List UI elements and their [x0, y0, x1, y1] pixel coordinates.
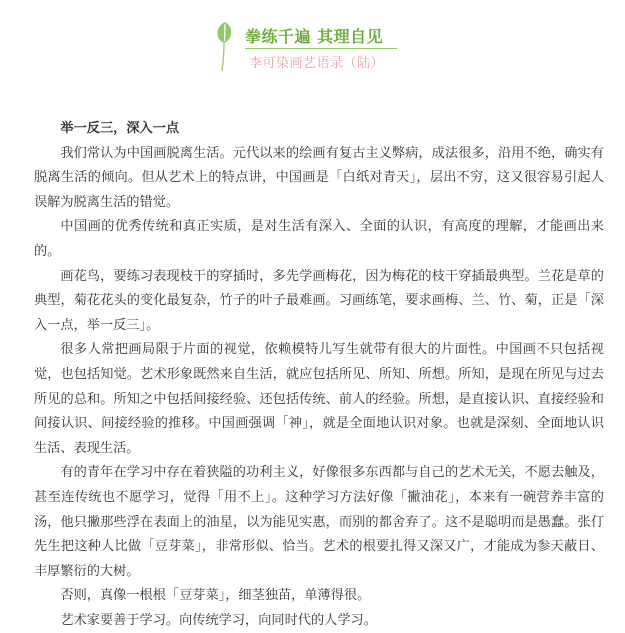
leaf-icon [213, 20, 237, 72]
page-subtitle: 李可染画艺语录（陆） [249, 56, 385, 71]
title-divider [245, 48, 397, 49]
paragraph: 画花鸟，要练习表现枝干的穿插时，多先学画梅花，因为梅花的枝干穿插最典型。兰花是草的典型，菊花花头的变化最复杂，竹子的叶子最难画。习画练笔，要求画梅、兰、竹、菊，正是「深入一点，举一反三」。 [34, 268, 604, 333]
paragraph: 中国画的优秀传统和真正实质，是对生活有深入、全面的认识，有高度的理解，才能画出来的。 [34, 219, 604, 259]
paragraph: 有的青年在学习中存在着狭隘的功利主义，好像很多东西都与自己的艺术无关，不愿去触及，甚至连传统也不愿学习，觉得「用不上」。这种学习方法好像「撇油花」，本来有一碗营养丰富的汤，他只撇那些浮在表面上的油星，以为能见实惠，而别的都舍弃了。这不是聪明而是愚蠢。张仃先生把这种人比做「豆芽菜」，非常形似、恰当。艺术的根要扎得又深又广，才能成为参天蔽日、丰厚繁衍的大树。 [34, 465, 604, 579]
paragraph: 否则，真像一根根「豆芽菜」，细茎独苗，单薄得很。 [60, 588, 371, 604]
section-heading: 举一反三，深入一点 [60, 121, 180, 136]
page-header [213, 18, 413, 78]
paragraph: 艺术家要善于学习。向传统学习，向同时代的人学习。 [60, 612, 377, 628]
page-title: 拳练千遍 其理自见 [245, 27, 384, 46]
paragraph: 我们常认为中国画脱离生活。元代以来的绘画有复古主义弊病，成法很多，沿用不绝，确实有脱离生活的倾向。但从艺术上的特点讲，中国画是「白纸对青天」，层出不穷，这又很容易引起人误解为脱离生活的错觉。 [34, 145, 604, 210]
article-body [34, 117, 604, 633]
paragraph: 很多人常把画局限于片面的视觉，依赖模特儿写生就带有很大的片面性。中国画不只包括视觉，也包括知觉。艺术形象既然来自生活，就应包括所见、所知、所想。所知，是现在所见与过去所见的总和。所知之中包括间接经验、还包括传统、前人的经验。所想，是直接认识、直接经验和间接认识、间接经验的推移。中国画强调「神」，就是全面地认识对象。也就是深刻、全面地认识生活、表现生活。 [34, 342, 604, 456]
